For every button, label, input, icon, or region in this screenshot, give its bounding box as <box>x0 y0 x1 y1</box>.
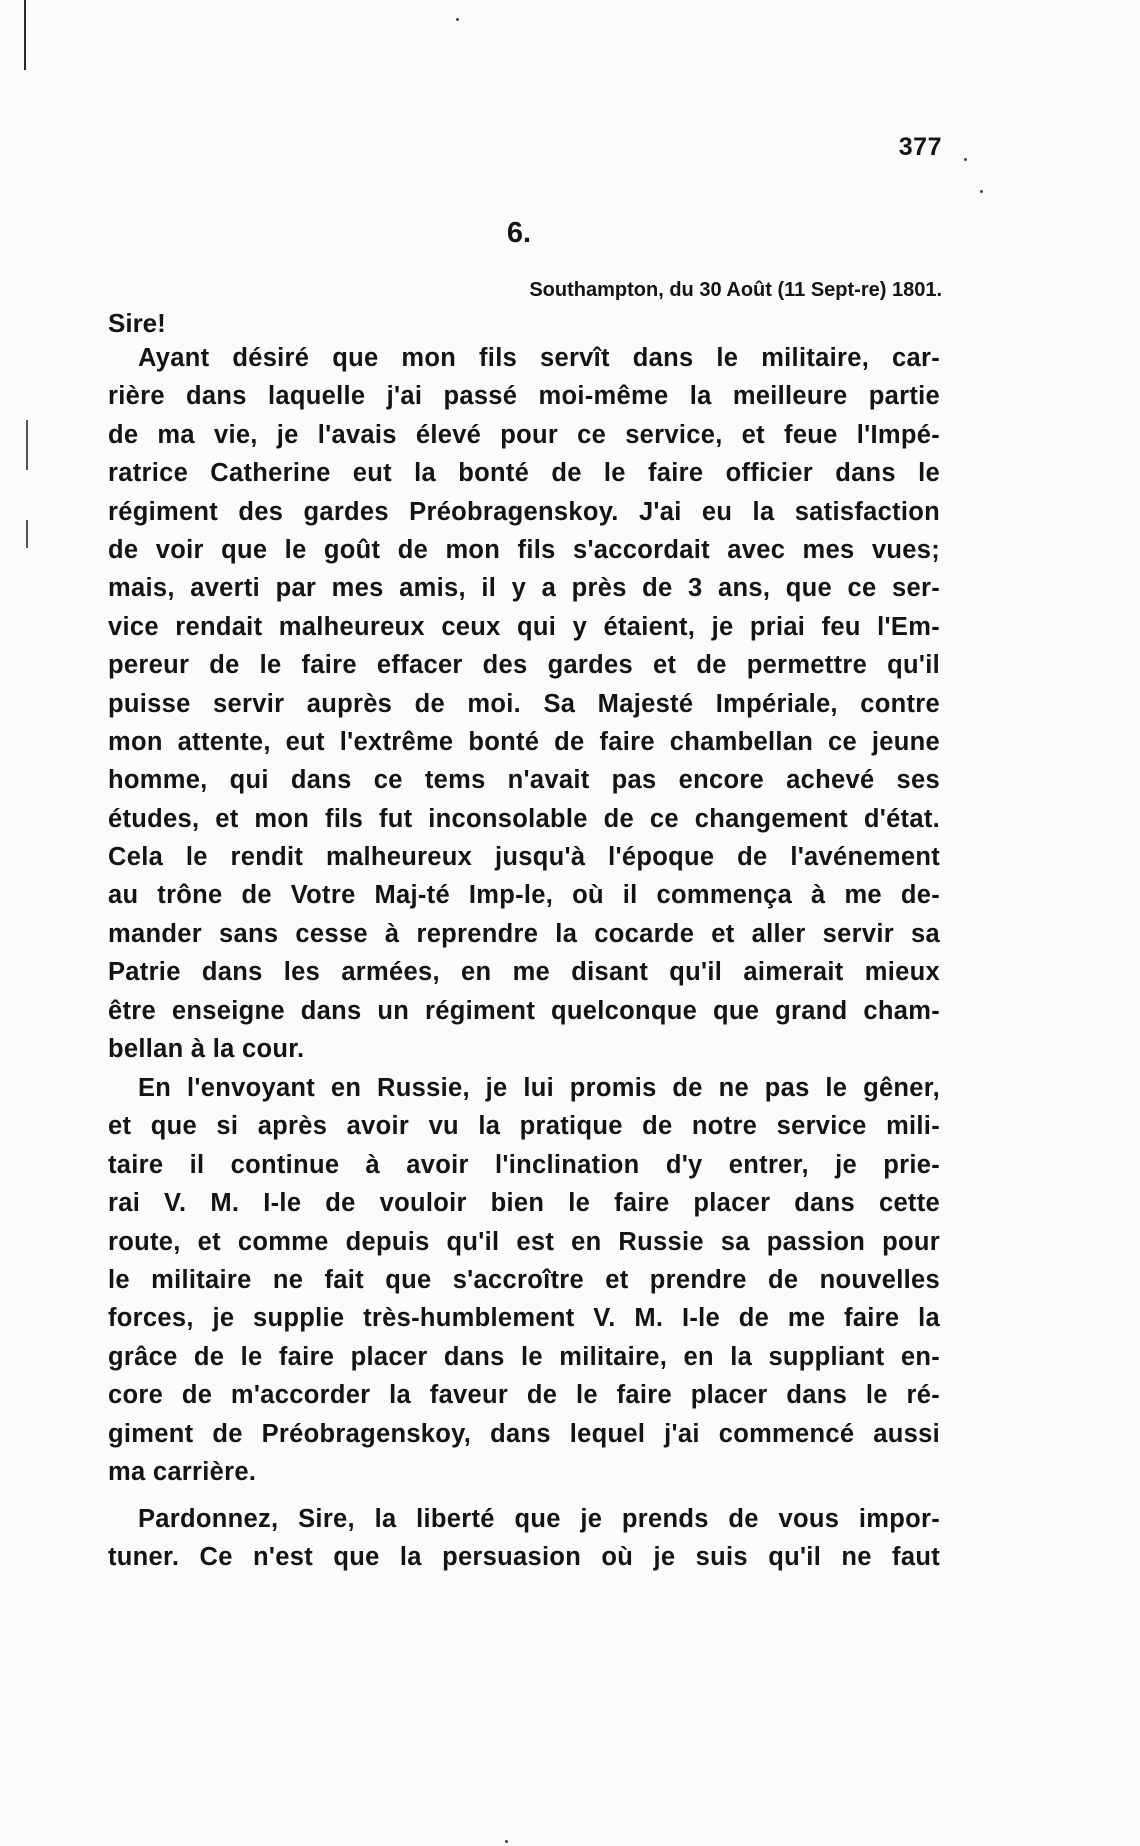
text-line: de voir que le goût de mon fils s'accordait avec mes vues; <box>108 535 940 564</box>
text-line: Pardonnez, Sire, la liberté que je prends de vous impor- <box>138 1505 940 1533</box>
paragraph-3 <box>108 1500 940 1577</box>
text-line: core de m'accorder la faveur de le faire placer dans le ré- <box>108 1381 940 1410</box>
dateline: Southampton, du 30 Août (11 Sept-re) 1801. <box>529 279 942 301</box>
text-line: taire il continue à avoir l'inclination d'y entrer, je prie- <box>108 1150 940 1179</box>
text-line: et que si après avoir vu la pratique de notre service mili- <box>108 1112 940 1141</box>
text-line: rière dans laquelle j'ai passé moi-même la meilleure partie <box>108 382 940 411</box>
text-line: Ayant désiré que mon fils servît dans le militaire, car- <box>138 344 940 372</box>
scan-speck <box>505 1840 508 1843</box>
text-line: ratrice Catherine eut la bonté de le faire officier dans le <box>108 459 940 488</box>
scan-speck <box>456 18 459 21</box>
text-line: régiment des gardes Préobragenskoy. J'ai eu la satisfaction <box>108 497 940 526</box>
letter-number: 6. <box>506 217 532 249</box>
text-line: Cela le rendit malheureux jusqu'à l'époque de l'avénement <box>108 843 940 872</box>
text-line: mon attente, eut l'extrême bonté de faire chambellan ce jeune <box>108 727 940 756</box>
scan-speck <box>964 158 967 161</box>
text-line: forces, je supplie très-humblement V. M. I-le de me faire la <box>108 1304 940 1333</box>
text-line: homme, qui dans ce tems n'avait pas encore achevé ses <box>108 766 940 795</box>
text-line: tuner. Ce n'est que la persuasion où je suis qu'il ne faut <box>108 1543 940 1572</box>
text-line: puisse servir auprès de moi. Sa Majesté Impériale, contre <box>108 689 940 718</box>
salutation: Sire! <box>108 308 166 338</box>
text-line: de ma vie, je l'avais élevé pour ce service, et feue l'Impé- <box>108 420 940 449</box>
scan-margin-mark <box>26 520 28 548</box>
text-line: le militaire ne fait que s'accroître et prendre de nouvelles <box>108 1265 940 1294</box>
text-line: giment de Préobragenskoy, dans lequel j'ai commencé aussi <box>108 1419 940 1448</box>
text-line: au trône de Votre Maj-té Imp-le, où il commença à me de- <box>108 881 940 910</box>
text-line: vice rendait malheureux ceux qui y étaient, je priai feu l'Em- <box>108 612 940 641</box>
text-line: études, et mon fils fut inconsolable de ce changement d'état. <box>108 804 940 833</box>
text-line: pereur de le faire effacer des gardes et de permettre qu'il <box>108 651 940 680</box>
scan-margin-mark <box>26 420 28 470</box>
text-line: grâce de le faire placer dans le militaire, en la suppliant en- <box>108 1342 940 1371</box>
text-line: mais, averti par mes amis, il y a près de 3 ans, que ce ser- <box>108 574 940 603</box>
paragraph-1 <box>108 339 940 1068</box>
text-line: route, et comme depuis qu'il est en Russie sa passion pour <box>108 1227 940 1256</box>
text-line: bellan à la cour. <box>108 1035 305 1064</box>
text-line: être enseigne dans un régiment quelconque que grand cham- <box>108 996 940 1025</box>
text-line: rai V. M. I-le de vouloir bien le faire placer dans cette <box>108 1189 940 1218</box>
text-line: mander sans cesse à reprendre la cocarde et aller servir sa <box>108 919 940 948</box>
scan-speck <box>980 190 983 193</box>
text-line: ma carrière. <box>108 1457 257 1486</box>
scan-edge-line <box>24 0 26 70</box>
text-line: En l'envoyant en Russie, je lui promis de ne pas le gêner, <box>138 1074 940 1102</box>
text-line: Patrie dans les armées, en me disant qu'il aimerait mieux <box>108 958 940 987</box>
paragraph-2 <box>108 1069 940 1491</box>
page-number: 377 <box>898 133 942 161</box>
